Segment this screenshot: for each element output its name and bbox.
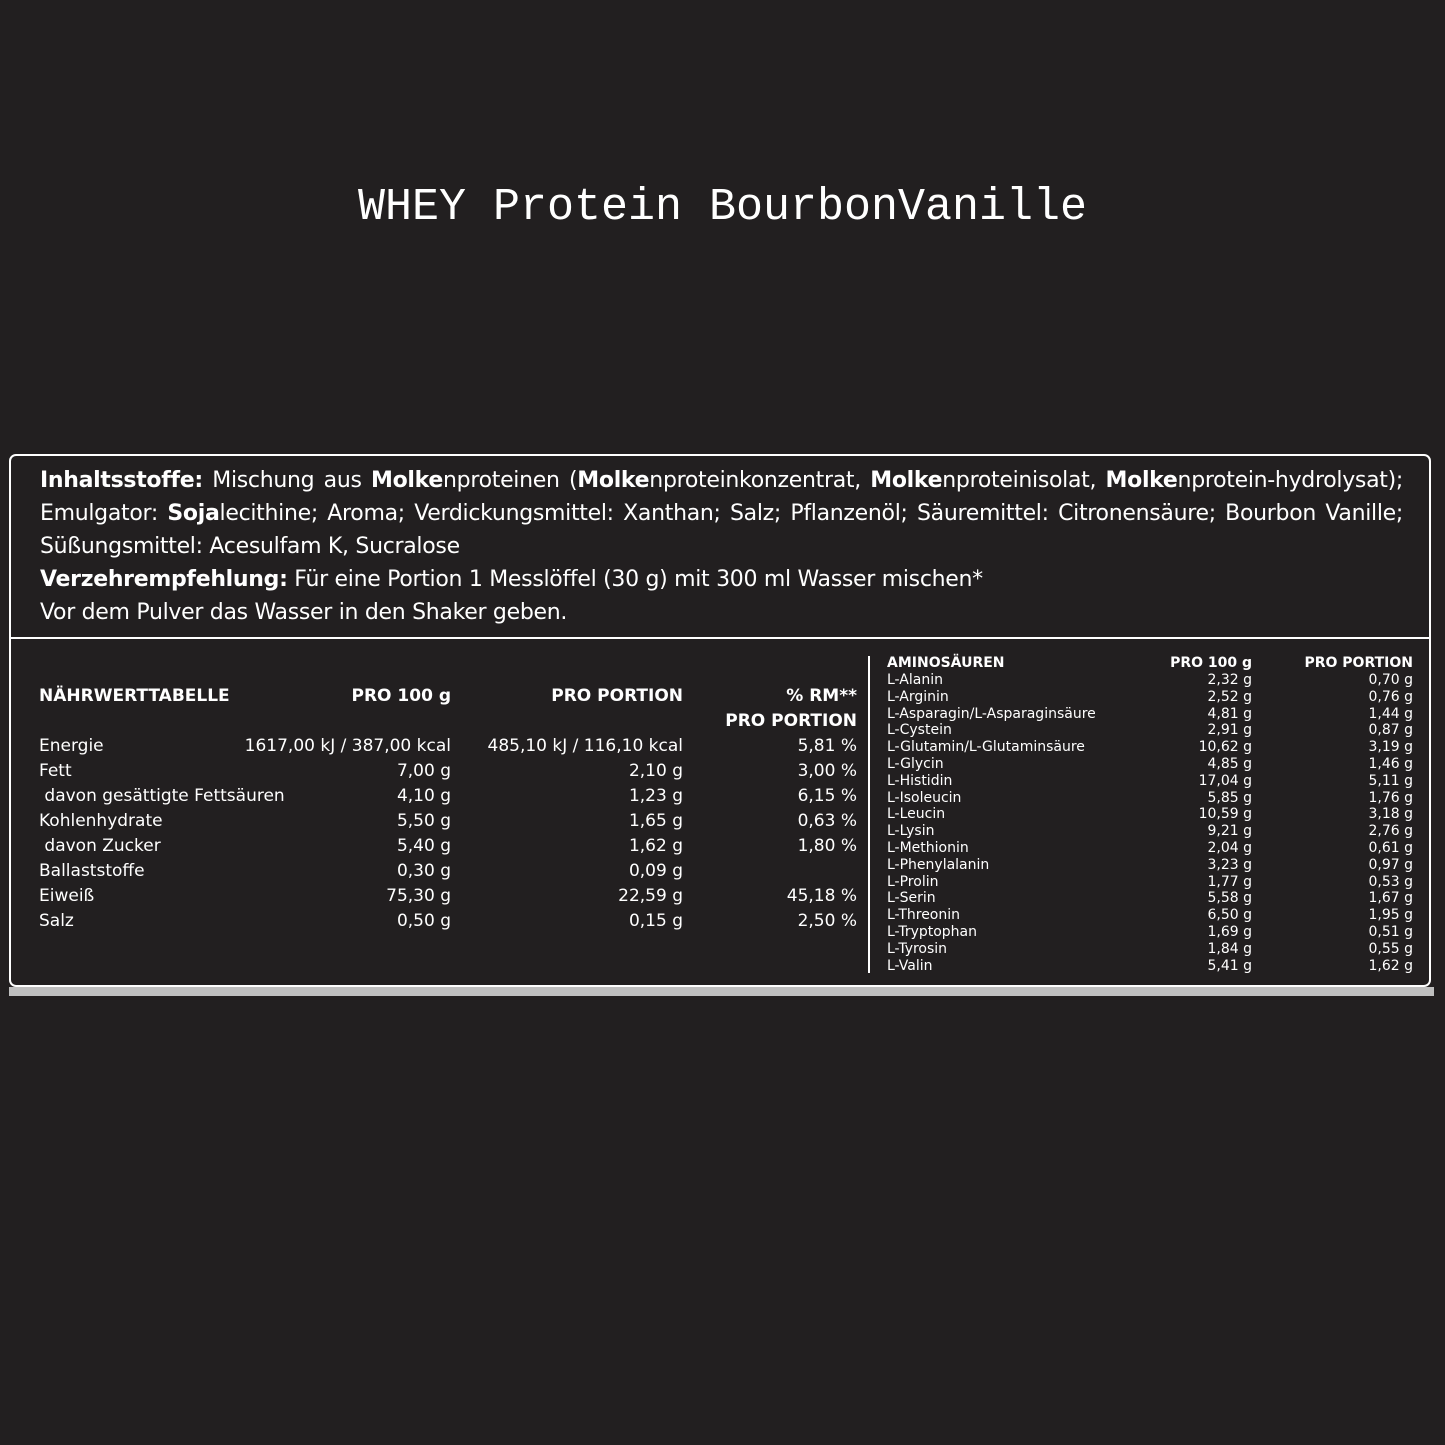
amino-portion: 1,44 g: [1368, 705, 1413, 722]
amino-row: [887, 789, 1413, 807]
amino-row: [887, 739, 1413, 756]
amino-row: [887, 907, 1413, 924]
allergen-highlight: Molke: [1105, 468, 1178, 493]
nutrition-row: [39, 836, 857, 861]
nutrient-name: Energie: [39, 736, 104, 756]
allergen-highlight: Molke: [870, 468, 943, 493]
label-shadow: [9, 987, 1434, 996]
preparation-note: Vor dem Pulver das Wasser in den Shaker geben.: [40, 600, 568, 625]
amino-row: [887, 772, 1413, 790]
nutrition-row: [39, 761, 857, 786]
amino-portion: 1,67 g: [1368, 890, 1413, 907]
nutrient-rm: 3,00 %: [797, 761, 857, 781]
nutrient-rm: 0,63 %: [797, 811, 857, 831]
amino-per100: 1,77 g: [1207, 873, 1252, 890]
ingredient-text: nproteinisolat,: [942, 468, 1106, 493]
amino-row: [887, 873, 1413, 891]
nutrient-portion: 1,62 g: [628, 836, 683, 856]
amino-portion: 0,87 g: [1368, 722, 1413, 739]
allergen-highlight: Molke: [577, 468, 650, 493]
ingredient-text: Mischung aus: [202, 468, 371, 493]
amino-portion: 0,61 g: [1368, 840, 1413, 856]
nutrient-name: Kohlenhydrate: [39, 811, 163, 831]
nutrient-name: davon gesättigte Fettsäuren: [39, 786, 285, 806]
ingredients-label: Inhaltsstoffe:: [40, 468, 203, 493]
amino-per100: 4,81 g: [1207, 705, 1252, 722]
amino-per100: 6,50 g: [1207, 907, 1252, 924]
nutrient-name: davon Zucker: [39, 836, 161, 856]
amino-per100: 5,85 g: [1207, 789, 1252, 806]
recommendation-text: Für eine Portion 1 Messlöffel (30 g) mit 300 ml Wasser mischen*: [287, 567, 983, 592]
amino-portion: 1,46 g: [1368, 756, 1413, 772]
amino-row: [887, 957, 1413, 975]
amino-row: [887, 705, 1413, 723]
nutrient-portion: 1,23 g: [628, 786, 683, 806]
ingredients-text: [40, 464, 1403, 596]
amino-per100: 5,58 g: [1207, 890, 1252, 907]
amino-portion: 0,76 g: [1368, 688, 1413, 705]
nutrient-name: Ballaststoffe: [39, 861, 145, 881]
nutrition-row: [39, 736, 857, 761]
nutrition-row: [39, 911, 857, 936]
amino-per100: 9,21 g: [1207, 823, 1252, 840]
nutrition-header-rm: % RM**: [786, 686, 857, 706]
amino-name: L-Leucin: [887, 806, 946, 823]
ingredients-section: [11, 456, 1429, 639]
nutrition-row: [39, 861, 849, 886]
nutrient-name: Eiweiß: [39, 886, 95, 906]
amino-per100: 1,84 g: [1207, 940, 1252, 957]
amino-name: L-Isoleucin: [887, 789, 962, 806]
amino-per100: 2,32 g: [1207, 672, 1252, 688]
amino-name: L-Methionin: [887, 840, 969, 856]
amino-portion: 1,76 g: [1368, 789, 1413, 806]
amino-portion: 3,18 g: [1368, 806, 1413, 823]
amino-portion: 0,51 g: [1368, 924, 1413, 940]
amino-per100: 2,04 g: [1207, 840, 1252, 856]
amino-per100: 10,59 g: [1198, 806, 1252, 823]
amino-per100: 17,04 g: [1198, 772, 1252, 789]
allergen-highlight: Molke: [371, 468, 444, 493]
amino-name: L-Asparagin/L-Asparaginsäure: [887, 705, 1096, 722]
nutrient-per100: 1617,00 kJ / 387,00 kcal: [244, 736, 451, 756]
amino-row: [887, 722, 1413, 739]
nutrition-label: [9, 454, 1431, 987]
amino-portion: 3,19 g: [1368, 739, 1413, 756]
amino-portion: 0,53 g: [1368, 873, 1413, 890]
amino-per100: 2,52 g: [1207, 688, 1252, 705]
nutrient-portion: 22,59 g: [618, 886, 683, 906]
nutrition-row: [39, 811, 857, 836]
nutrition-header-name: NÄHRWERTTABELLE: [39, 686, 230, 706]
nutrient-rm: 45,18 %: [786, 886, 857, 906]
nutrient-name: Salz: [39, 911, 74, 931]
amino-portion: 1,62 g: [1368, 957, 1413, 974]
amino-name: L-Alanin: [887, 672, 943, 688]
amino-header-per100: PRO 100 g: [1170, 655, 1252, 671]
nutrition-row: [39, 886, 857, 911]
amino-row: [887, 688, 1413, 706]
allergen-highlight: Soja: [167, 501, 220, 526]
ingredient-text: nproteinen (: [443, 468, 578, 493]
amino-per100: 2,91 g: [1207, 722, 1252, 739]
nutrient-rm: 6,15 %: [797, 786, 857, 806]
amino-name: L-Lysin: [887, 823, 935, 840]
amino-name: L-Phenylalanin: [887, 856, 990, 873]
amino-row: [887, 840, 1413, 857]
nutrition-row: [39, 786, 857, 811]
nutrition-header-per100: PRO 100 g: [351, 686, 451, 706]
nutrient-per100: 0,30 g: [396, 861, 451, 881]
amino-name: L-Threonin: [887, 907, 961, 924]
nutrient-per100: 4,10 g: [396, 786, 451, 806]
amino-row: [887, 940, 1413, 958]
amino-row: [887, 756, 1413, 773]
nutrient-per100: 7,00 g: [396, 761, 451, 781]
nutrient-per100: 0,50 g: [396, 911, 451, 931]
nutrient-portion: 0,09 g: [628, 861, 683, 881]
amino-portion: 5,11 g: [1368, 772, 1413, 789]
column-divider: [868, 656, 870, 973]
nutrition-header-rm-portion: PRO PORTION: [725, 711, 857, 731]
amino-row: [887, 806, 1413, 823]
ingredient-text: nprotein-hydrolysat); Emulgator:: [40, 468, 1403, 526]
amino-portion: 0,70 g: [1368, 672, 1413, 688]
page-title: WHEY Protein BourbonVanille: [357, 182, 1088, 233]
recommendation-label: Verzehrempfehlung:: [40, 567, 288, 592]
amino-per100: 10,62 g: [1198, 739, 1252, 756]
ingredient-text: nproteinkonzentrat,: [649, 468, 871, 493]
nutrient-name: Fett: [39, 761, 72, 781]
amino-header-name: AMINOSÄUREN: [887, 655, 1005, 671]
amino-row: [887, 856, 1413, 874]
nutrient-per100: 5,50 g: [396, 811, 451, 831]
amino-name: L-Serin: [887, 890, 936, 907]
amino-name: L-Glutamin/L-Glutaminsäure: [887, 739, 1085, 756]
amino-header-row: [887, 655, 1413, 672]
nutrient-portion: 1,65 g: [628, 811, 683, 831]
amino-name: L-Tyrosin: [887, 940, 948, 957]
amino-per100: 3,23 g: [1207, 856, 1252, 873]
nutrient-rm: 2,50 %: [797, 911, 857, 931]
nutrient-per100: 75,30 g: [386, 886, 451, 906]
nutrient-rm: 1,80 %: [797, 836, 857, 856]
amino-portion: 1,95 g: [1368, 907, 1413, 924]
amino-portion: 2,76 g: [1368, 823, 1413, 840]
amino-name: L-Valin: [887, 957, 933, 974]
amino-name: L-Tryptophan: [887, 924, 978, 940]
amino-name: L-Prolin: [887, 873, 939, 890]
amino-name: L-Cystein: [887, 722, 952, 739]
ingredients-list: [40, 468, 1403, 559]
amino-name: L-Histidin: [887, 772, 953, 789]
amino-portion: 0,55 g: [1368, 940, 1413, 957]
amino-row: [887, 672, 1413, 689]
nutrient-rm: 5,81 %: [797, 736, 857, 756]
amino-per100: 1,69 g: [1207, 924, 1252, 940]
ingredient-text: lecithine; Aroma; Verdickungsmittel: Xanthan; Salz; Pflanzenöl; Säuremittel: Citronensäure; Bourbon Vanille; Süßungsmittel: Acesulfam K, Sucralose: [40, 501, 1404, 559]
amino-per100: 5,41 g: [1207, 957, 1252, 974]
nutrient-portion: 2,10 g: [628, 761, 683, 781]
amino-portion: 0,97 g: [1368, 856, 1413, 873]
nutrient-portion: 0,15 g: [628, 911, 683, 931]
amino-row: [887, 823, 1413, 840]
amino-row: [887, 924, 1413, 941]
nutrient-per100: 5,40 g: [396, 836, 451, 856]
nutrient-portion: 485,10 kJ / 116,10 kcal: [487, 736, 683, 756]
amino-per100: 4,85 g: [1207, 756, 1252, 772]
amino-header-portion: PRO PORTION: [1304, 655, 1413, 671]
amino-name: L-Arginin: [887, 688, 949, 705]
amino-name: L-Glycin: [887, 756, 944, 772]
amino-row: [887, 890, 1413, 907]
nutrition-header-portion: PRO PORTION: [551, 686, 683, 706]
